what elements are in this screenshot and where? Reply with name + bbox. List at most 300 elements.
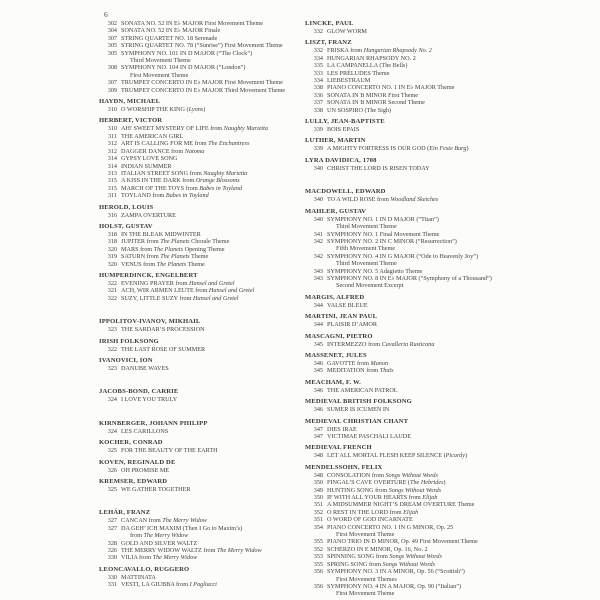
entry-page-number: 352 xyxy=(313,508,323,516)
index-entry xyxy=(99,64,305,71)
composer-section xyxy=(305,208,551,290)
entry-text: ART IS CALLING FOR ME from xyxy=(121,140,209,148)
entry-page-number: 332 xyxy=(313,28,323,35)
entry-page-number: 339 xyxy=(313,145,323,153)
index-entry xyxy=(305,406,551,413)
entry-title xyxy=(327,387,551,394)
entry-text: Third Movement Theme xyxy=(130,57,191,65)
entry-title xyxy=(327,433,551,440)
entry-title xyxy=(121,287,305,294)
composer-section xyxy=(305,418,551,441)
entry-text: INTERMEZZO from xyxy=(327,340,382,348)
composer-section xyxy=(305,39,551,114)
entry-continuation xyxy=(336,576,551,583)
entry-title xyxy=(327,253,551,260)
index-entry xyxy=(99,467,305,474)
entry-page-number: 337 xyxy=(313,99,323,107)
entry-title xyxy=(121,27,305,34)
index-entry xyxy=(305,107,551,114)
entry-page-number: 307 xyxy=(107,34,117,42)
entry-text: LES PRÉLUDES Theme xyxy=(327,69,390,77)
composer-heading: IVANOVICI, ION xyxy=(99,357,153,364)
entry-title xyxy=(327,107,551,114)
entry-title xyxy=(327,268,551,275)
entry-text: VILIA from xyxy=(121,554,153,562)
entry-text: PLAISIR D’AMOR xyxy=(327,321,378,329)
index-entry xyxy=(305,387,551,394)
entry-title xyxy=(327,487,551,494)
entry-text: STRING QUARTET NO. 78 (“Sunrise”) First Movement Theme xyxy=(121,42,283,50)
entry-continuation xyxy=(336,260,551,267)
composer-section xyxy=(305,398,551,413)
entry-title xyxy=(121,185,305,192)
entry-page-number: 311 xyxy=(107,192,117,200)
entry-page-number: 327 xyxy=(107,517,117,525)
index-entry xyxy=(99,517,305,524)
entry-page-number: 325 xyxy=(107,486,117,494)
entry-text: VENUS from xyxy=(121,260,157,268)
entry-text: SCHERZO IN E MINOR, Op. 16, No. 2 xyxy=(327,545,428,553)
entry-title xyxy=(327,524,551,531)
entry-title xyxy=(327,216,551,223)
composer-heading: MASSENET, JULES xyxy=(305,351,367,359)
index-entry xyxy=(305,92,551,99)
entry-text: CHRIST THE LORD IS RISEN TODAY xyxy=(327,164,430,172)
entry-title xyxy=(327,238,551,245)
entry-title xyxy=(327,84,551,91)
composer-heading: KOVEN, REGINALD DE xyxy=(99,458,176,466)
entry-continuation xyxy=(336,282,551,289)
entry-title xyxy=(327,583,551,590)
entry-text: VALSE BLEUE xyxy=(327,301,368,309)
index-entry xyxy=(305,553,551,560)
entry-title xyxy=(327,472,551,479)
index-entry xyxy=(305,487,551,494)
entry-page-number: 305 xyxy=(107,49,117,57)
index-entry xyxy=(305,426,551,433)
entry-page-number: 350 xyxy=(313,479,323,487)
entry-title xyxy=(121,396,305,403)
work-title-italic: I Pagliacci xyxy=(189,581,217,589)
entry-page-number: 305 xyxy=(107,42,117,50)
index-entry xyxy=(305,84,551,91)
entry-text: IN THE BLEAK MIDWINTER xyxy=(121,230,201,238)
entry-text: SYMPHONY NO. 101 IN D MAJOR (“The Clock”) xyxy=(121,49,253,57)
entry-page-number: 343 xyxy=(313,267,323,275)
entry-title xyxy=(121,192,305,199)
index-entry xyxy=(305,302,551,309)
entry-page-number: 302 xyxy=(107,20,117,27)
entry-page-number: 312 xyxy=(107,147,117,155)
composer-heading: KOCHER, CONRAD xyxy=(99,439,163,447)
composer-section xyxy=(305,444,551,459)
index-entry xyxy=(305,253,551,260)
entry-text: Theme xyxy=(189,253,209,261)
entry-page-number: 355 xyxy=(313,560,323,568)
index-entry xyxy=(99,295,305,302)
entry-page-number: 311 xyxy=(107,132,117,140)
entry-text: SUMER IS ICUMEN IN xyxy=(327,406,390,414)
entry-text: Chorale Theme xyxy=(189,238,230,246)
entry-text: EVENING PRAYER from xyxy=(121,279,190,287)
index-entry xyxy=(305,472,551,479)
entry-page-number: 318 xyxy=(107,238,117,246)
work-title-italic: Ein Feste Burg xyxy=(429,145,467,153)
entry-title xyxy=(121,140,305,147)
index-entry xyxy=(99,346,305,353)
entry-text: TOYLAND from xyxy=(121,192,166,200)
composer-heading: LYRA DAVIDICA, 1708 xyxy=(305,156,377,164)
index-entry xyxy=(99,20,305,27)
work-title-italic: Songs Without Words xyxy=(382,560,436,568)
work-title-italic: Lyons xyxy=(188,106,204,114)
entry-title xyxy=(327,452,551,459)
index-entry xyxy=(99,447,305,454)
entry-text: ) xyxy=(465,452,468,460)
entry-text: Opening Theme xyxy=(183,245,225,253)
entry-text: O WORD OF GOD INCARNATE xyxy=(327,516,413,524)
entry-text: MARCH OF THE TOYS from xyxy=(121,184,200,192)
work-title-italic: The Planets xyxy=(160,238,190,246)
entry-text: VICTIMAE PASCHALI LAUDE xyxy=(327,433,411,440)
index-entry xyxy=(305,268,551,275)
composer-heading: HEROLD, LOUIS xyxy=(99,203,154,211)
index-column-left xyxy=(99,20,305,598)
entry-title xyxy=(121,231,305,238)
index-entry xyxy=(99,27,305,34)
index-entry xyxy=(99,365,305,372)
entry-page-number: 323 xyxy=(107,326,117,334)
composer-section xyxy=(305,313,551,328)
index-entry xyxy=(305,28,551,35)
index-entry xyxy=(305,126,551,133)
index-entry xyxy=(99,238,305,245)
entry-title xyxy=(121,346,305,353)
entry-text: THE LAST ROSE OF SUMMER xyxy=(121,345,206,353)
work-title-italic: Hungarian Rhapsody No. 2 xyxy=(363,47,432,55)
entry-page-number: 328 xyxy=(107,539,117,547)
entry-title xyxy=(327,231,551,238)
entry-title xyxy=(327,546,551,553)
composer-section xyxy=(99,20,305,94)
entry-title xyxy=(327,426,551,433)
entry-text: MEDITATION from xyxy=(327,367,380,375)
entry-text: ) xyxy=(466,145,469,153)
work-title-italic: Woodland Sketches xyxy=(390,196,439,204)
entry-page-number: 356 xyxy=(313,568,323,576)
work-title-italic: Hansel and Gretel xyxy=(193,294,239,302)
entry-page-number: 308 xyxy=(107,64,117,72)
index-entry xyxy=(305,479,551,486)
page-number: 6 xyxy=(104,10,108,19)
entry-title xyxy=(327,501,551,508)
entry-text: SPRING SONG from xyxy=(327,560,383,568)
entry-page-number: 342 xyxy=(313,237,323,245)
composer-heading: HERBERT, VICTOR xyxy=(99,117,163,125)
work-title-italic: Orange Blossoms xyxy=(195,177,240,185)
entry-text: from xyxy=(130,532,144,540)
entry-page-number: 336 xyxy=(313,91,323,99)
entry-page-number: 351 xyxy=(313,516,323,524)
index-entry xyxy=(99,87,305,94)
entry-title xyxy=(327,28,551,35)
entry-title xyxy=(121,133,305,140)
composer-section xyxy=(99,223,305,268)
entry-page-number: 346 xyxy=(313,386,323,394)
entry-text: ) xyxy=(203,106,206,114)
entry-title xyxy=(121,581,305,588)
index-entry xyxy=(99,525,305,532)
entry-page-number: 330 xyxy=(107,554,117,562)
entry-title xyxy=(121,87,305,94)
composer-section xyxy=(305,333,551,348)
index-entry xyxy=(305,538,551,545)
entry-page-number: 319 xyxy=(107,253,117,261)
index-entry xyxy=(305,231,551,238)
entry-text: TO A WILD ROSE from xyxy=(327,196,391,204)
entry-page-number: 348 xyxy=(313,452,323,460)
entry-title xyxy=(327,92,551,99)
entry-text: THE SARDAR’S PROCESSION xyxy=(121,326,205,334)
entry-continuation xyxy=(130,72,305,79)
composer-heading: JACOBS-BOND, CARRIE xyxy=(99,388,179,396)
entry-page-number: 314 xyxy=(107,162,117,170)
entry-text: LET ALL MORTAL FLESH KEEP SILENCE ( xyxy=(327,452,446,460)
index-entry xyxy=(99,177,305,184)
entry-page-number: 352 xyxy=(313,545,323,553)
index-entry xyxy=(305,145,551,152)
entry-continuation xyxy=(336,531,551,538)
entry-text: SATURN from xyxy=(121,253,161,261)
composer-section xyxy=(305,137,551,152)
composer-section xyxy=(305,118,551,133)
entry-text: O REST IN THE LORD from xyxy=(327,508,404,516)
entry-page-number: 331 xyxy=(107,581,117,589)
entry-page-number: 322 xyxy=(107,294,117,302)
entry-title xyxy=(121,177,305,184)
work-title-italic: The Merry Widow xyxy=(216,547,262,555)
entry-text: PIANO CONCERTO NO. 1 IN E♭ MAJOR Theme xyxy=(327,84,455,92)
index-columns xyxy=(99,20,551,598)
entry-text: First Movement Theme xyxy=(130,71,189,79)
entry-text: Second Movement Excerpt xyxy=(336,282,404,290)
entry-page-number: 322 xyxy=(107,279,117,287)
entry-page-number: 341 xyxy=(313,230,323,238)
composer-section xyxy=(99,478,305,493)
entry-text: LIEBESTRAUM xyxy=(327,77,371,85)
composer-heading: IPPOLITOV-IVANOV, MIKHAIL xyxy=(99,318,201,326)
entry-text: TRUMPET CONCERTO IN E♭ MAJOR Third Movement Theme xyxy=(121,86,286,94)
composer-section xyxy=(99,98,305,113)
entry-text: CONSOLATION from xyxy=(327,471,386,479)
composer-section xyxy=(99,509,305,561)
entry-title xyxy=(327,62,551,69)
composer-heading: MARGIS, ALFRED xyxy=(305,293,365,301)
entry-text: AH! SWEET MYSTERY OF LIFE from xyxy=(121,125,224,133)
entry-title xyxy=(121,428,305,435)
work-title-italic: Picardy xyxy=(445,452,465,460)
entry-page-number: 349 xyxy=(313,486,323,494)
index-entry xyxy=(305,216,551,223)
entry-text: ) xyxy=(443,479,446,487)
index-entry xyxy=(99,261,305,268)
entry-text: DA GEH’ ICH MAXIM (Then I Go to Maxim’s) xyxy=(121,524,243,532)
entry-page-number: 347 xyxy=(313,433,323,440)
index-entry xyxy=(305,47,551,54)
entry-page-number: 334 xyxy=(313,54,323,62)
entry-text: Third Movement Theme xyxy=(336,260,397,268)
entry-title xyxy=(121,50,305,57)
composer-heading: LEONCAVALLO, RUGGERO xyxy=(99,565,190,573)
entry-text: THE AMERICAN GIRL xyxy=(121,132,184,140)
entry-text: LA CAMPANELLA (The Bells) xyxy=(327,62,408,70)
work-title-italic: The Planets xyxy=(156,260,187,268)
entry-title xyxy=(327,494,551,501)
index-entry xyxy=(305,546,551,553)
index-entry xyxy=(305,568,551,575)
entry-page-number: 338 xyxy=(313,106,323,114)
work-title-italic: Elijah xyxy=(403,508,419,516)
entry-title xyxy=(327,479,551,486)
index-entry xyxy=(99,253,305,260)
entry-text: CANCAN from xyxy=(121,517,163,525)
entry-title xyxy=(121,574,305,581)
entry-text: SYMPHONY NO. 2 IN C MINOR (“Resurrection”) xyxy=(327,237,457,245)
entry-title xyxy=(327,126,551,133)
entry-title xyxy=(121,125,305,132)
entry-text: HUNTING SONG from xyxy=(327,486,389,494)
index-entry xyxy=(99,35,305,42)
work-title-italic: Songs Without Words xyxy=(388,486,442,494)
work-title-italic: Songs Without Words xyxy=(389,553,442,561)
entry-title xyxy=(121,326,305,333)
entry-text: SYMPHONY NO. 1 Final Movement Theme xyxy=(327,230,440,238)
entry-title xyxy=(121,547,305,554)
index-entry xyxy=(305,55,551,62)
entry-text: SUZY, LITTLE SUZY from xyxy=(121,294,194,302)
entry-text: Fifth Movement Theme xyxy=(336,245,396,253)
entry-text: THE AMERICAN PATROL xyxy=(327,386,398,394)
entry-text: GAVOTTE from xyxy=(327,359,371,367)
entry-continuation xyxy=(130,532,305,539)
composer-section xyxy=(99,318,305,333)
index-entry xyxy=(99,170,305,177)
entry-title xyxy=(121,486,305,493)
composer-heading: MEDIEVAL CHRISTIAN CHANT xyxy=(305,417,409,425)
entry-page-number: 320 xyxy=(107,260,117,268)
entry-page-number: 351 xyxy=(313,501,323,509)
entry-text: SYMPHONY NO. 104 IN D MAJOR (“London”) xyxy=(121,64,246,72)
entry-text: DANUBE WAVES xyxy=(121,365,169,372)
entry-text: GLOW WORM xyxy=(327,28,367,35)
work-title-italic: Manon xyxy=(370,359,389,367)
composer-heading: LINCKE, PAUL xyxy=(305,20,354,27)
index-entry xyxy=(305,509,551,516)
index-entry xyxy=(305,238,551,245)
work-title-italic: The Hebrides xyxy=(410,479,444,487)
entry-page-number: 347 xyxy=(313,425,323,433)
entry-title xyxy=(121,148,305,155)
entry-title xyxy=(327,341,551,348)
entry-text: TRUMPET CONCERTO IN E♭ MAJOR First Movement Theme xyxy=(121,79,283,87)
index-entry xyxy=(99,581,305,588)
entry-title xyxy=(121,525,305,532)
entry-page-number: 324 xyxy=(107,427,117,435)
index-entry xyxy=(99,428,305,435)
entry-page-number: 314 xyxy=(107,155,117,163)
index-entry xyxy=(99,148,305,155)
entry-page-number: 348 xyxy=(313,471,323,479)
entry-page-number: 343 xyxy=(313,274,323,282)
composer-heading: MENDELSSOHN, FELIX xyxy=(305,463,383,471)
entry-text: A MIDSUMMER NIGHT’S DREAM OVERTURE Theme xyxy=(327,501,475,509)
entry-page-number: 332 xyxy=(313,47,323,55)
entry-page-number: 323 xyxy=(107,365,117,372)
entry-title xyxy=(121,365,305,372)
index-entry xyxy=(99,231,305,238)
entry-page-number: 345 xyxy=(313,340,323,348)
index-entry xyxy=(305,341,551,348)
composer-heading: LISZT, FRANZ xyxy=(305,39,352,47)
entry-title xyxy=(327,538,551,545)
entry-page-number: 333 xyxy=(313,69,323,77)
index-entry xyxy=(305,196,551,203)
index-entry xyxy=(305,501,551,508)
index-entry xyxy=(99,106,305,113)
entry-continuation xyxy=(336,590,551,597)
entry-text: STRING QUARTET NO. 18 Serenade xyxy=(121,34,218,42)
entry-text: A MIGHTY FORTRESS IS OUR GOD ( xyxy=(327,145,430,153)
entry-title xyxy=(327,568,551,575)
entry-text: I LOVE YOU TRULY xyxy=(121,396,178,404)
entry-title xyxy=(327,275,551,282)
index-entry xyxy=(99,42,305,49)
entry-title xyxy=(121,540,305,547)
entry-text: WE GATHER TOGETHER xyxy=(121,486,191,494)
index-entry xyxy=(99,540,305,547)
composer-heading: MACDOWELL, EDWARD xyxy=(305,188,386,196)
index-entry xyxy=(305,433,551,440)
entry-text: First Movement Theme xyxy=(336,531,395,539)
entry-text: ACH, WIR ARMEN LEUTE from xyxy=(121,287,209,295)
entry-page-number: 327 xyxy=(107,524,117,532)
entry-text: LES CARILLONS xyxy=(121,427,169,435)
index-entry xyxy=(99,287,305,294)
entry-title xyxy=(121,64,305,71)
composer-section xyxy=(305,464,551,598)
entry-text: DAGGER DANCE from xyxy=(121,147,185,155)
composer-section xyxy=(99,338,305,353)
entry-text: OH PROMISE ME xyxy=(121,466,170,474)
entry-title xyxy=(121,212,305,219)
entry-title xyxy=(327,70,551,77)
composer-section xyxy=(99,420,305,435)
entry-title xyxy=(327,553,551,560)
entry-page-number: 321 xyxy=(107,287,117,295)
work-title-italic: Elijah xyxy=(422,494,438,502)
entry-page-number: 313 xyxy=(107,169,117,177)
entry-page-number: 320 xyxy=(107,245,117,253)
entry-title xyxy=(327,561,551,568)
entry-page-number: 353 xyxy=(313,553,323,561)
entry-text: DIES IRAE xyxy=(327,425,357,433)
entry-title xyxy=(121,238,305,245)
work-title-italic: The Merry Widow xyxy=(143,532,189,540)
index-entry xyxy=(99,140,305,147)
entry-page-number: 322 xyxy=(107,345,117,353)
entry-continuation xyxy=(336,245,551,252)
entry-page-number: 342 xyxy=(313,252,323,260)
